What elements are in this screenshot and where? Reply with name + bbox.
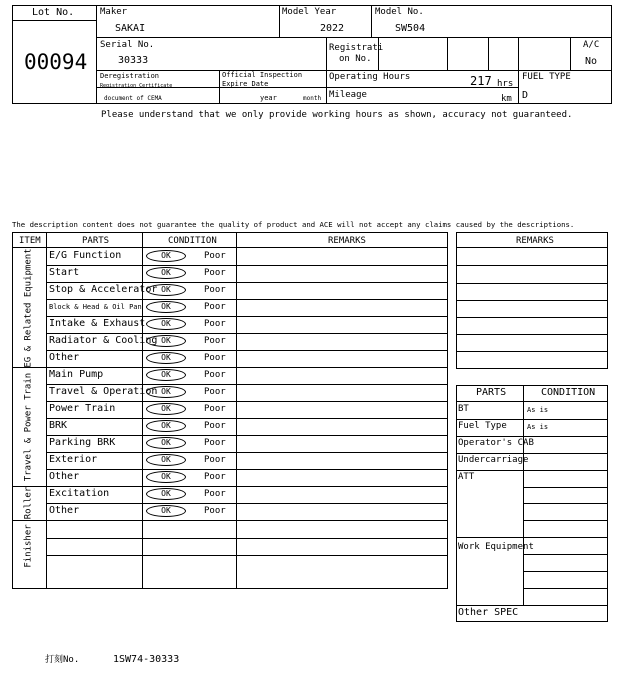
deregistration-label: Deregistration xyxy=(100,72,160,80)
part-label: Other xyxy=(49,352,80,363)
parts-header: PARTS xyxy=(476,387,507,398)
condition-value: As is xyxy=(527,423,549,431)
registration-label-1: Registrati xyxy=(329,43,384,53)
ok-mark: OK xyxy=(146,454,186,466)
model-year-value: 2022 xyxy=(320,23,345,34)
ok-mark: OK xyxy=(146,437,186,449)
part-label: Other xyxy=(49,471,80,482)
maker-label: Maker xyxy=(100,7,128,17)
part-label: Power Train xyxy=(49,403,116,414)
parts-row-label: Fuel Type xyxy=(458,421,507,431)
hrs-label: hrs xyxy=(497,79,514,89)
work-equipment-label: Work Equipment xyxy=(458,542,534,552)
stamp-label: 打刻No. xyxy=(45,655,80,665)
model-no-value: SW504 xyxy=(395,23,426,34)
poor-option: Poor xyxy=(204,268,226,278)
km-label: km xyxy=(501,94,512,104)
poor-option: Poor xyxy=(204,472,226,482)
ok-mark: OK xyxy=(146,369,186,381)
condition-value: As is xyxy=(527,406,549,414)
lot-label: Lot No. xyxy=(32,7,75,18)
part-label: Other xyxy=(49,505,80,516)
serial-label: Serial No. xyxy=(100,40,155,50)
poor-option: Poor xyxy=(204,285,226,295)
other-spec-label: Other SPEC xyxy=(458,607,519,618)
poor-option: Poor xyxy=(204,353,226,363)
parts-row-label: Operator's CAB xyxy=(458,438,534,448)
poor-option: Poor xyxy=(204,489,226,499)
operating-hours-value: 217 xyxy=(470,74,492,88)
poor-option: Poor xyxy=(204,387,226,397)
ac-label: A/C xyxy=(583,40,600,50)
fuel-type-value: D xyxy=(522,90,529,101)
group-label: Finisher xyxy=(23,524,34,568)
poor-option: Poor xyxy=(204,421,226,431)
poor-option: Poor xyxy=(204,455,226,465)
lot-number: 00094 xyxy=(24,50,88,74)
month-label: month xyxy=(303,95,322,102)
ok-mark: OK xyxy=(146,403,186,415)
model-no-label: Model No. xyxy=(375,7,424,17)
ok-mark: OK xyxy=(146,250,186,262)
poor-option: Poor xyxy=(204,251,226,261)
part-label: E/G Function xyxy=(49,250,122,261)
parts-row-label: BT xyxy=(458,404,469,414)
operating-hours-label: Operating Hours xyxy=(329,72,411,82)
group-label: Roller xyxy=(23,486,34,520)
ok-mark: OK xyxy=(146,284,186,296)
part-label: BRK xyxy=(49,420,68,431)
part-label: Exterior xyxy=(49,454,98,465)
serial-value: 30333 xyxy=(118,55,149,66)
part-label: Excitation xyxy=(49,488,110,499)
poor-option: Poor xyxy=(204,336,226,346)
part-label: Start xyxy=(49,267,80,278)
col-item-header: ITEM xyxy=(19,236,41,246)
cema-label: document of CEMA xyxy=(104,95,162,102)
ok-mark: OK xyxy=(146,352,186,364)
ok-mark: OK xyxy=(146,335,186,347)
group-label: EG & Related Equipment xyxy=(23,247,34,368)
registration-label-2: on No. xyxy=(339,54,372,64)
part-label: Travel & Operation xyxy=(49,386,158,397)
part-label: Stop & Accelerator xyxy=(49,284,158,295)
col-remarks-header: REMARKS xyxy=(328,236,366,246)
poor-option: Poor xyxy=(204,404,226,414)
notice: Please understand that we only provide working hours as shown, accuracy not guaranteed. xyxy=(101,110,573,120)
mileage-label: Mileage xyxy=(329,90,367,100)
year-label: year xyxy=(260,94,277,102)
ok-mark: OK xyxy=(146,267,186,279)
group-label: Travel & Power Train xyxy=(23,372,34,481)
inspection-label-1: Official Inspection xyxy=(222,71,303,79)
right-remarks-header: REMARKS xyxy=(516,236,554,246)
ok-mark: OK xyxy=(146,420,186,432)
part-label: Parking BRK xyxy=(49,437,116,448)
part-label: Block & Head & Oil Pan xyxy=(49,303,142,311)
parts-row-label: ATT xyxy=(458,472,475,482)
part-label: Radiator & Cooling xyxy=(49,335,158,346)
disclaimer: The description content does not guarantee the quality of product and ACE will not accept any claims caused by the descriptions. xyxy=(12,220,575,229)
maker-value: SAKAI xyxy=(115,23,146,34)
ok-mark: OK xyxy=(146,471,186,483)
ok-mark: OK xyxy=(146,318,186,330)
inspection-label-2: Expire Date xyxy=(222,80,269,88)
condition-header: CONDITION xyxy=(541,387,596,398)
ok-mark: OK xyxy=(146,301,186,313)
parts-row-label: Undercarriage xyxy=(458,455,529,465)
poor-option: Poor xyxy=(204,438,226,448)
model-year-label: Model Year xyxy=(282,7,337,17)
part-label: Intake & Exhaust xyxy=(49,318,146,329)
ok-mark: OK xyxy=(146,488,186,500)
stamp-value: 1SW74-30333 xyxy=(113,654,180,665)
ok-mark: OK xyxy=(146,386,186,398)
poor-option: Poor xyxy=(204,370,226,380)
poor-option: Poor xyxy=(204,302,226,312)
ac-value: No xyxy=(585,56,598,67)
poor-option: Poor xyxy=(204,506,226,516)
poor-option: Poor xyxy=(204,319,226,329)
col-condition-header: CONDITION xyxy=(168,236,217,246)
part-label: Main Pump xyxy=(49,369,104,380)
registration-certificate-label: Registration Certificate xyxy=(100,83,173,89)
ok-mark: OK xyxy=(146,505,186,517)
col-parts-header: PARTS xyxy=(82,236,110,246)
fuel-type-label: FUEL TYPE xyxy=(522,72,571,82)
